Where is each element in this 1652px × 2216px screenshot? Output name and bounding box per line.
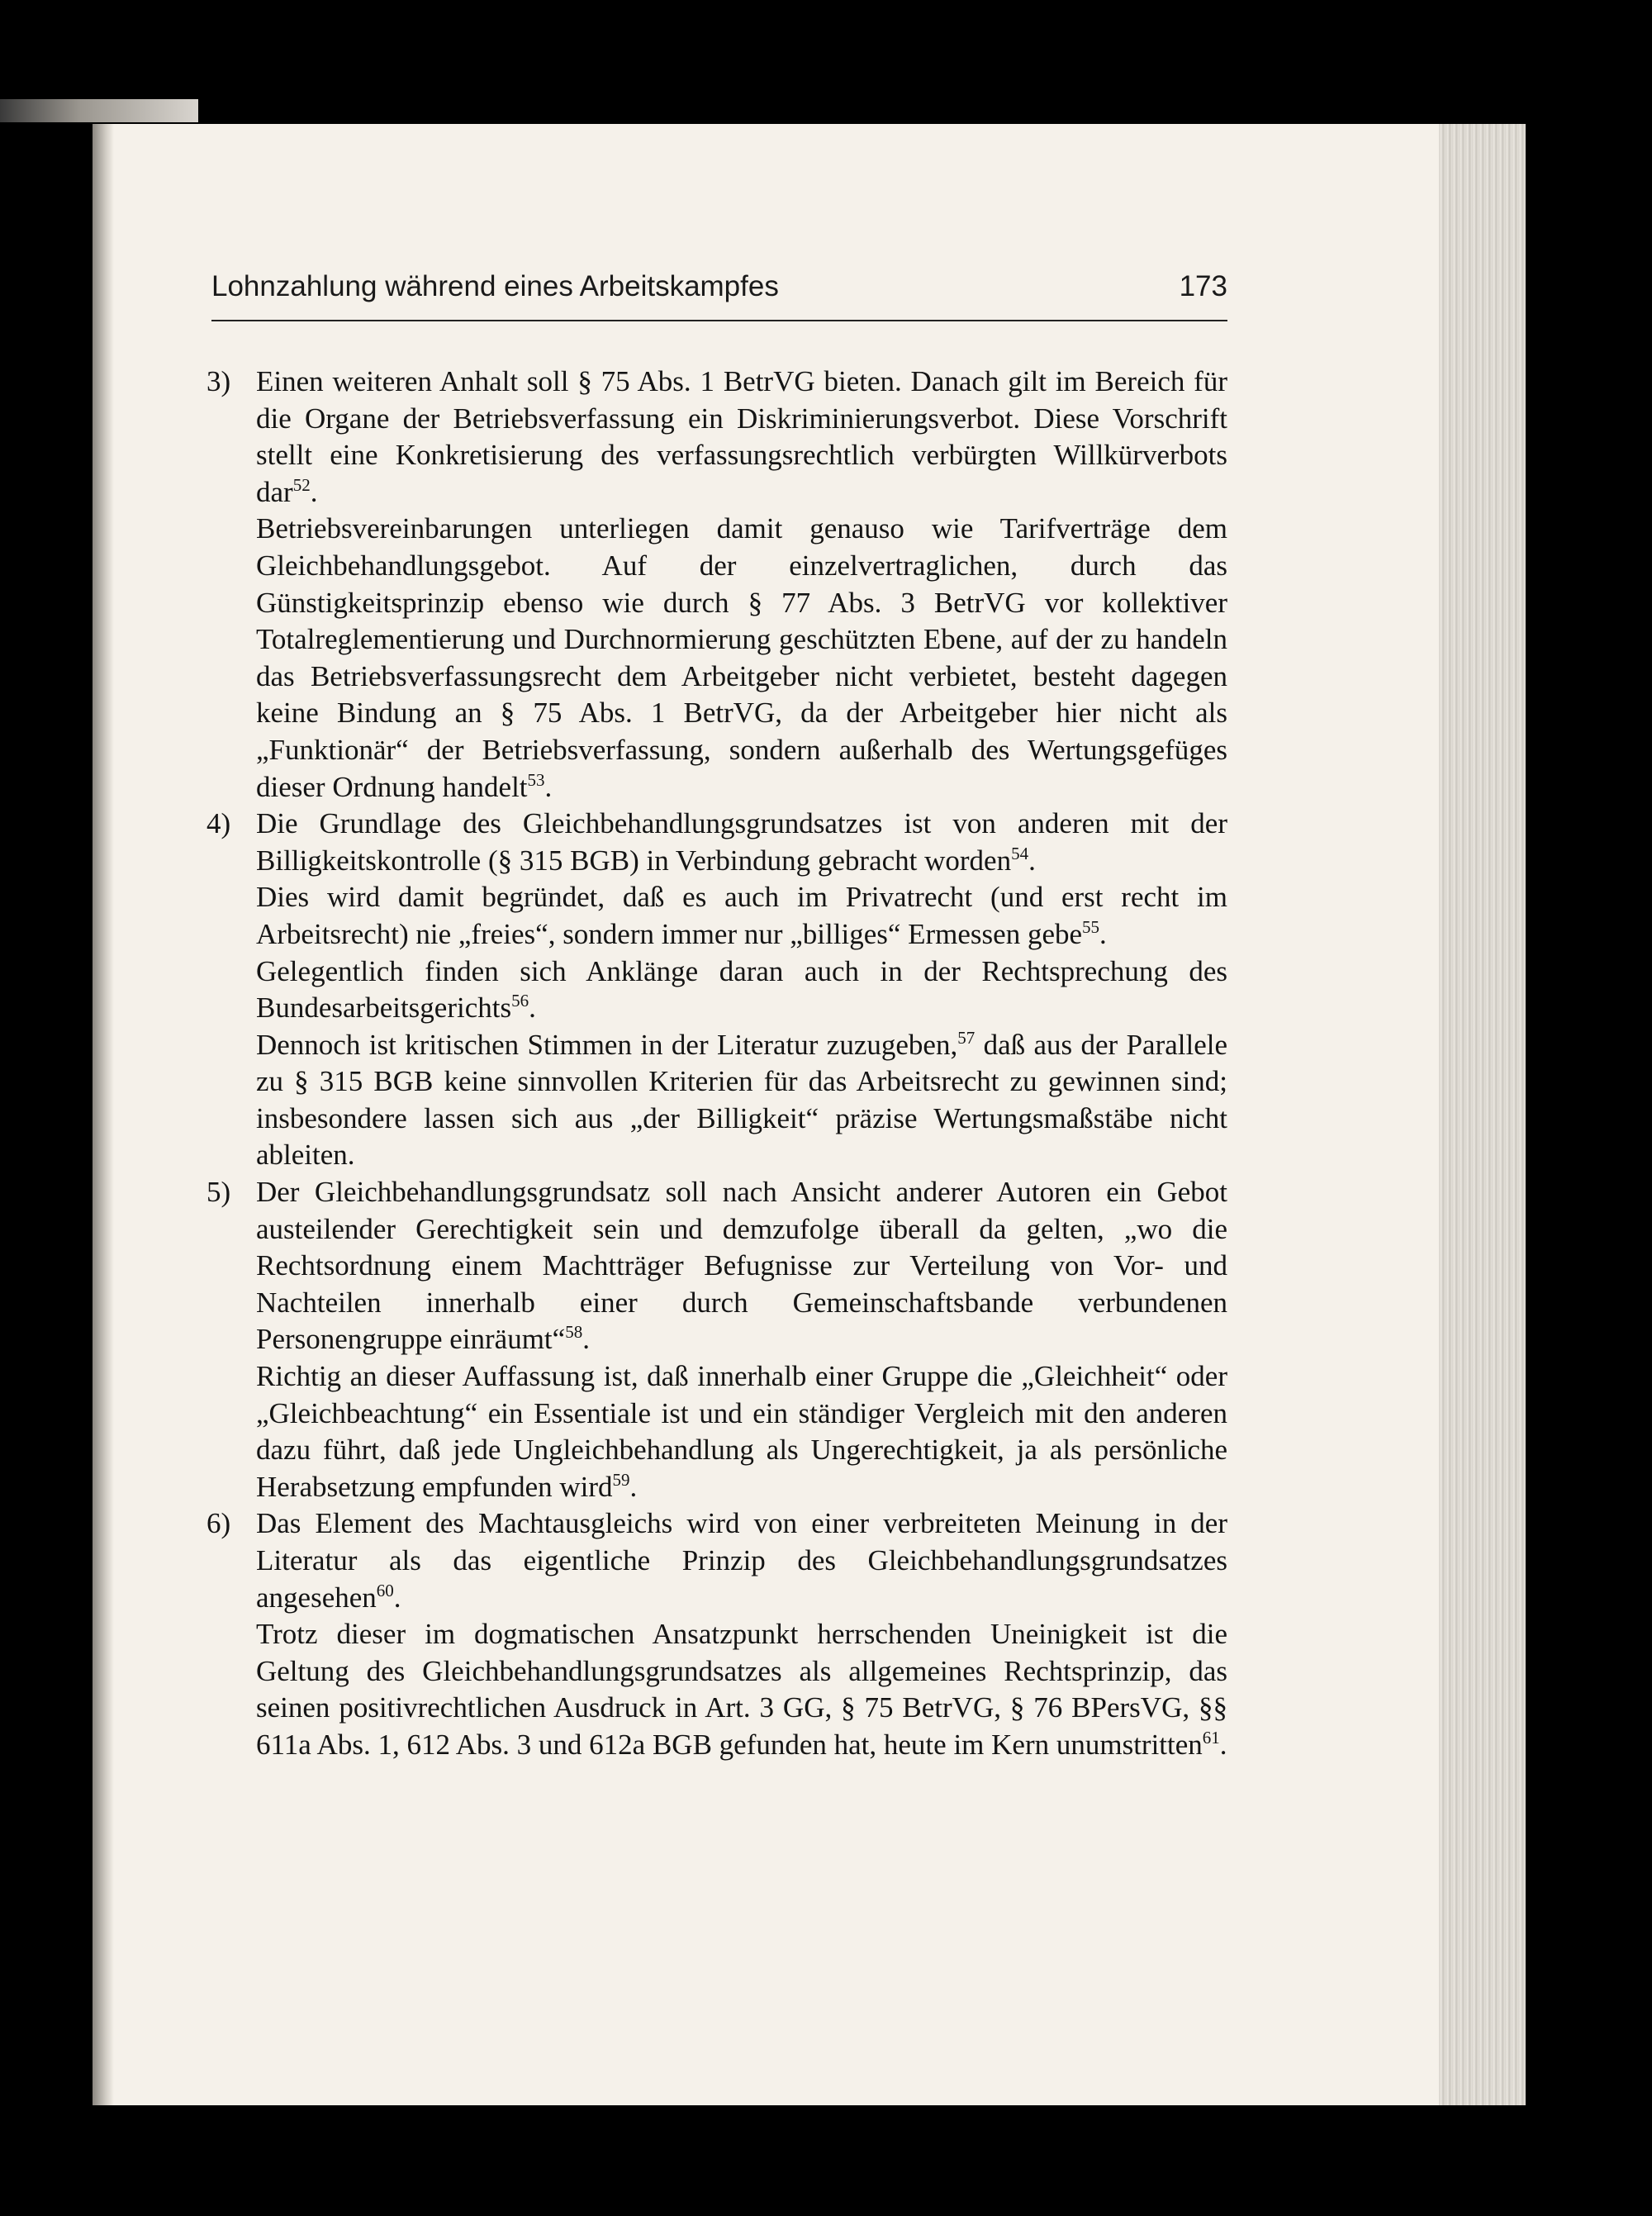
page-number: 173: [1179, 270, 1227, 302]
scan-edge-strip: [0, 99, 198, 122]
footnote-ref: 61: [1202, 1727, 1220, 1748]
item-number: 5): [206, 1176, 231, 1209]
footnote-ref: 53: [527, 769, 545, 790]
paragraph: Betriebsvereinbarungen unterliegen damit genauso wie Tarifverträge dem Gleichbehandlungsgebot. Auf der einzelvertraglichen, durch das Günstigkeitsprinzip ebenso wie durch § 77 Abs. 3 BetrVG vor kollektiver Totalreglementierung und Durchnormierung geschützten Ebene, auf der zu handeln das Betriebsverfassungsrecht dem Arbeitgeber nicht verbietet, besteht dagegen keine Bindung an § 75 Abs. 1 BetrVG, da der Arbeitgeber hier nicht als „Funktionär“ der Betriebsverfassung, sondern außerhalb des Wertungsgefüges dieser Ordnung handelt$^{53}$.: [256, 512, 1227, 803]
header-rule: [211, 320, 1227, 321]
item-number: 4): [206, 807, 231, 840]
footnote-ref: 54: [1011, 843, 1029, 863]
paragraph: Trotz dieser im dogmatischen Ansatzpunkt herrschenden Uneinigkeit ist die Geltung des Gleichbehandlungsgrundsatzes als allgemeines Rechtsprinzip, das seinen positivrechtlichen Ausdruck in Art. 3 GG, § 75 BetrVG, § 76 BPersVG, §§ 611a Abs. 1, 612 Abs. 3 und 612a BGB gefunden hat, heute im Kern unumstritten$^{61}$.: [256, 1618, 1227, 1761]
main-text: [206, 364, 1227, 1764]
list-item: [206, 1174, 1227, 1505]
paragraph: Dies wird damit begründet, daß es auch im Privatrecht (und erst recht im Arbeitsrecht) nie „freies“, sondern immer nur „billiges“ Ermessen gebe$^{55}$.: [256, 881, 1227, 950]
running-title: Lohnzahlung während eines Arbeitskampfes: [211, 270, 779, 302]
list-item: [206, 1505, 1227, 1763]
paragraph: Der Gleichbehandlungsgrundsatz soll nach Ansicht anderer Autoren ein Gebot austeilender Gerechtigkeit sein und demzufolge überall da gelten, „wo die Rechtsordnung einem Machtträger Befugnisse zur Verteilung von Vor- und Nachteilen innerhalb einer durch Gemeinschaftsbande verbundenen Personengruppe einräumt“$^{58}$.: [256, 1176, 1227, 1356]
item-number: 6): [206, 1507, 231, 1540]
footnote-ref: 55: [1082, 916, 1100, 937]
item-body: [256, 1505, 1227, 1763]
item-body: [256, 1174, 1227, 1505]
footnote-ref: 58: [565, 1322, 583, 1343]
footnote-ref: 56: [511, 991, 529, 1011]
list-item: [206, 364, 1227, 806]
list-item: [206, 806, 1227, 1174]
paragraph: Dennoch ist kritischen Stimmen in der Literatur zuzugeben,$^{57}$ daß aus der Parallele zu § 315 BGB keine sinnvollen Kriterien für das Arbeitsrecht zu gewinnen sind; insbesondere lassen sich aus „der Billigkeit“ präzise Wertungsmaßstäbe nicht ableiten.: [256, 1027, 1227, 1172]
spine-shadow: [93, 124, 114, 2105]
running-header: [211, 270, 1227, 303]
footnote-ref: 52: [292, 474, 311, 495]
footnote-ref: 60: [376, 1580, 394, 1600]
item-body: [256, 806, 1227, 1174]
item-body: [256, 364, 1227, 806]
footnote-ref: 59: [612, 1469, 630, 1490]
paragraph: Die Grundlage des Gleichbehandlungsgrundsatzes ist von anderen mit der Billigkeitskontrolle (§ 315 BGB) in Verbindung gebracht worden$^{54}$.: [256, 807, 1227, 877]
footnote-ref: 57: [957, 1027, 976, 1048]
paragraph: Das Element des Machtausgleichs wird von einer verbreiteten Meinung in der Literatur als das eigentliche Prinzip des Gleichbehandlungsgrundsatzes angesehen$^{60}$.: [256, 1507, 1227, 1614]
paragraph: Richtig an dieser Auffassung ist, daß innerhalb einer Gruppe die „Gleichheit“ oder „Gleichbeachtung“ ein Essentiale ist und ein ständiger Vergleich mit den anderen dazu führt, daß jede Ungleichbehandlung als Ungerechtigkeit, ja als persönliche Herabsetzung empfunden wird$^{59}$.: [256, 1360, 1227, 1503]
paragraph: Einen weiteren Anhalt soll § 75 Abs. 1 BetrVG bieten. Danach gilt im Bereich für die Organe der Betriebsverfassung ein Diskriminierungsverbot. Diese Vorschrift stellt eine Konkretisierung des verfassungsrechtlich verbürgten Willkürverbots dar$^{52}$.: [256, 365, 1227, 508]
paragraph: Gelegentlich finden sich Anklänge daran auch in der Rechtsprechung des Bundesarbeitsgerichts$^{56}$.: [256, 954, 1227, 1025]
page-edges: [1439, 124, 1526, 2105]
item-number: 3): [206, 365, 231, 397]
